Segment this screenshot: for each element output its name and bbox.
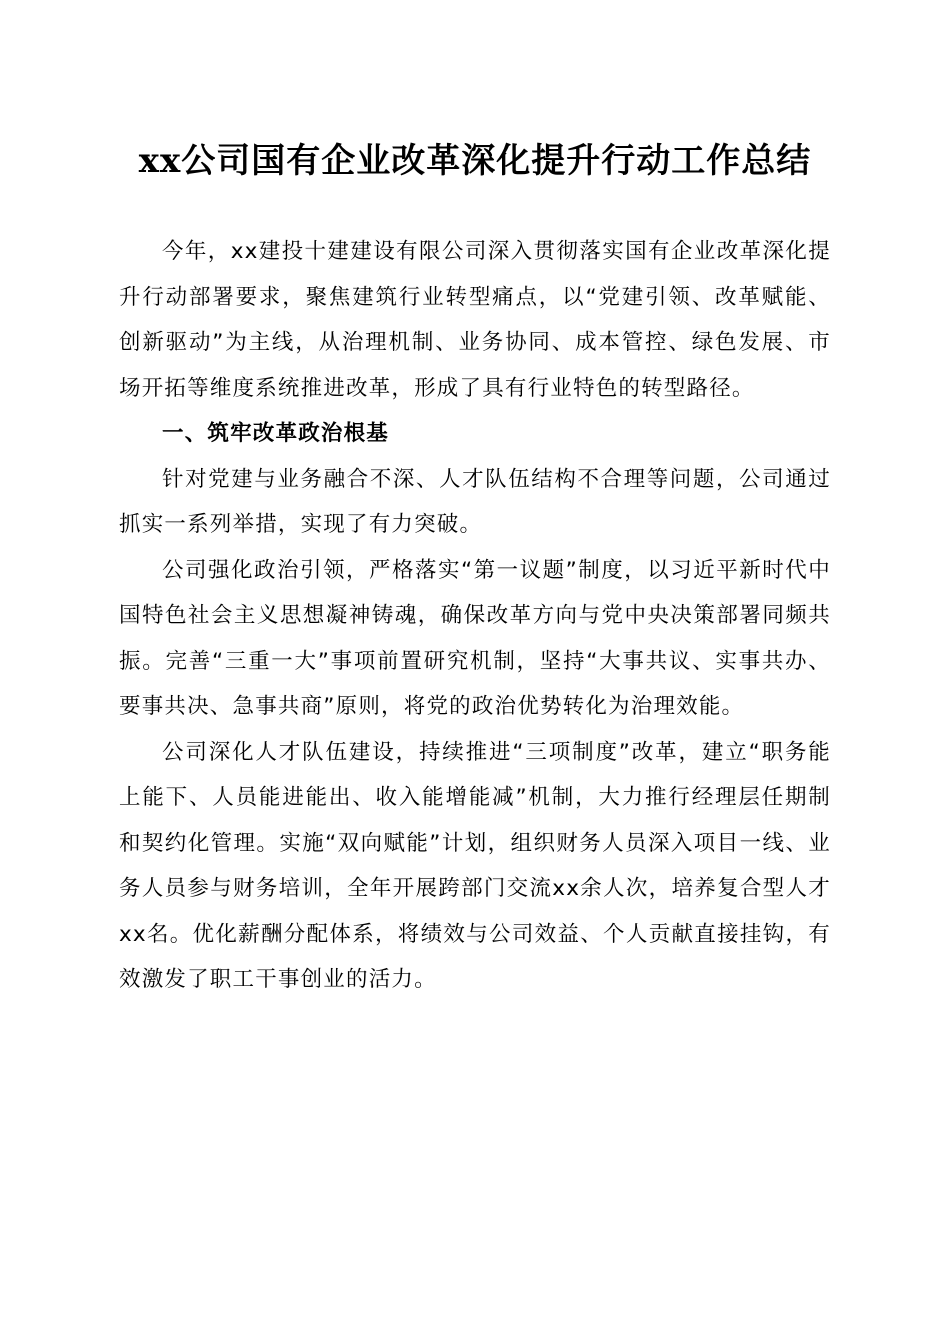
body-paragraph: 公司强化政治引领，严格落实“第一议题”制度，以习近平新时代中国特色社会主义思想凝神铸魂，确保改革方向与党中央决策部署同频共振。完善“三重一大”事项前置研究机制，坚持“大事共议、实事共办、要事共决、急事共商”原则，将党的政治优势转化为治理效能。: [119, 557, 831, 719]
section-heading: 一、筑牢改革政治根基: [162, 421, 390, 446]
body-paragraph: 公司深化人才队伍建设，持续推进“三项制度”改革，建立“职务能上能下、人员能进能出、收入能增能减”机制，大力推行经理层任期制和契约化管理。实施“双向赋能”计划，组织财务人员深入项目一线、业务人员参与财务培训，全年开展跨部门交流xx余人次，培养复合型人才xx名。优化薪酬分配体系，将绩效与公司效益、个人贡献直接挂钩，有效激发了职工干事创业的活力。: [119, 739, 831, 992]
body-paragraph: 针对党建与业务融合不深、人才队伍结构不合理等问题，公司通过抓实一系列举措，实现了有力突破。: [119, 466, 831, 537]
intro-paragraph: 今年，xx建投十建建设有限公司深入贯彻落实国有企业改革深化提升行动部署要求，聚焦建筑行业转型痛点，以“党建引领、改革赋能、创新驱动”为主线，从治理机制、业务协同、成本管控、绿色发展、市场开拓等维度系统推进改革，形成了具有行业特色的转型路径。: [119, 239, 831, 401]
document-body: [119, 229, 831, 1003]
document-title: xx公司国有企业改革深化提升行动工作总结: [138, 141, 812, 181]
